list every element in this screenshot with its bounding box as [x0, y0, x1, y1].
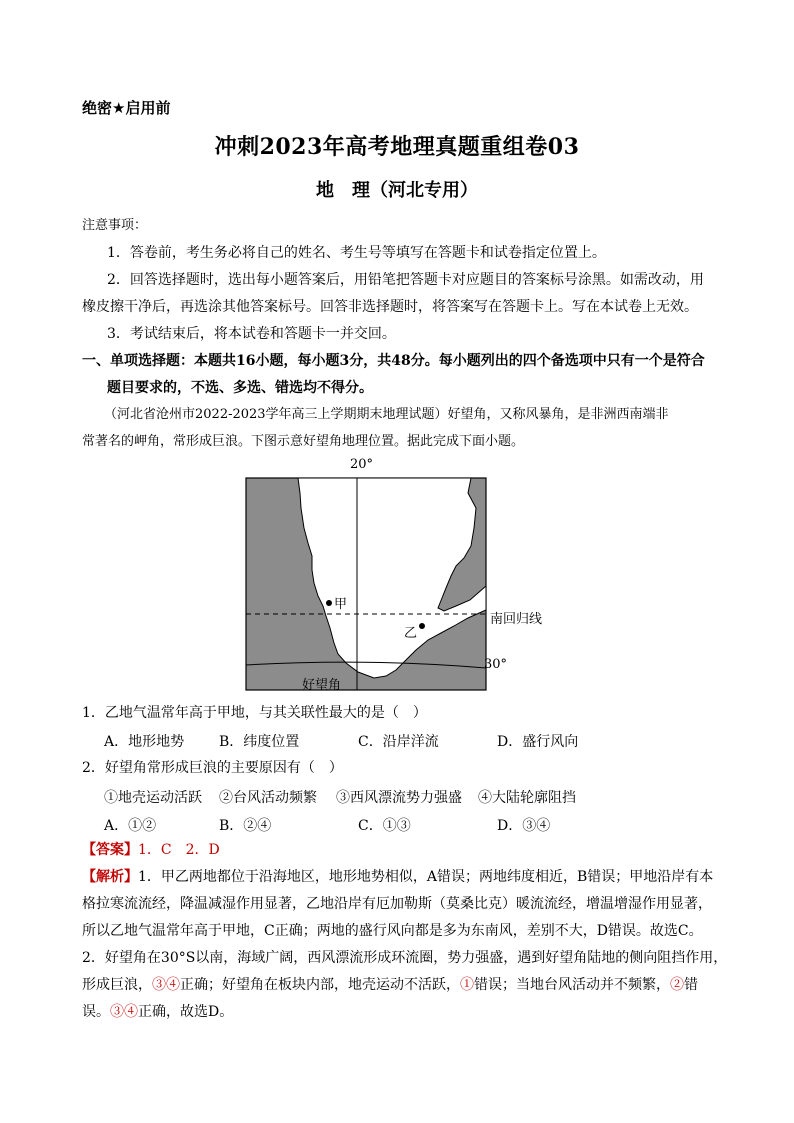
analysis-seg: 正确，故选D。 — [138, 1004, 234, 1020]
paper-subtitle: 地 理（河北专用） — [316, 180, 478, 201]
q2-option-b[interactable]: B．②④ — [219, 818, 272, 834]
analysis-line-3: 所以乙地气温常年高于甲地，C正确；两地的盛行风向都是多为东南风，差别不大，D错误。故选C。 — [82, 923, 703, 939]
answer-label: 【答案】 — [82, 842, 138, 858]
notes-item-2-cont: 橡皮擦干净后，再选涂其他答案标号。回答非选择题时，将答案写在答题卡上。写在本试卷上无效。 — [82, 299, 698, 315]
parallel-30-label: 30° — [484, 657, 508, 672]
point-jia-label: 甲 — [334, 597, 348, 612]
analysis-seg: 错误；当地台风活动并不频繁， — [474, 977, 670, 993]
q2-option-c[interactable]: C．①③ — [358, 818, 411, 834]
analysis-red-2: ① — [460, 977, 474, 993]
meridian-label: 20° — [350, 457, 374, 472]
answer-line — [82, 841, 220, 859]
cape-map — [246, 458, 546, 693]
q2-item-4: ④大陆轮廓阻挡 — [478, 790, 576, 806]
point-jia-marker — [326, 600, 332, 606]
point-yi-label: 乙 — [404, 626, 418, 641]
secret-label: 绝密★启用前 — [82, 99, 171, 117]
analysis-line-1 — [82, 868, 713, 886]
analysis-seg: 误。 — [82, 1004, 110, 1020]
section-heading: 一、单项选择题：本题共16小题，每小题3分，共48分。每小题列出的四个备选项中只有一个是符合 — [82, 353, 705, 369]
notes-item-2: 2．回答选择题时，选出每小题答案后，用铅笔把答题卡对应题目的答案标号涂黑。如需改动，用 — [107, 272, 704, 288]
analysis-seg: 形成巨浪， — [82, 977, 152, 993]
material-text-cont: 常著名的岬角，常形成巨浪。下图示意好望角地理位置。据此完成下面小题。 — [82, 434, 525, 449]
q2-item-2: ②台风活动频繁 — [219, 790, 317, 806]
notes-heading: 注意事项： — [82, 218, 148, 233]
q2-option-d[interactable]: D．③④ — [497, 818, 551, 834]
analysis-line-6 — [82, 1003, 233, 1021]
notes-item-1: 1．答卷前，考生务必将自己的姓名、考生号等填写在答题卡和试卷指定位置上。 — [107, 245, 606, 261]
cape-label: 好望角 — [302, 678, 342, 693]
q1-option-a[interactable]: A．地形地势 — [104, 734, 185, 750]
analysis-red-4: ③④ — [110, 1004, 138, 1020]
analysis-line-5 — [82, 976, 698, 994]
q1-option-c[interactable]: C．沿岸洋流 — [358, 734, 439, 750]
q1-option-b[interactable]: B．纬度位置 — [219, 734, 300, 750]
q2-item-3: ③西风漂流势力强盛 — [336, 790, 462, 806]
notes-item-3: 3．考试结束后，将本试卷和答题卡一并交回。 — [107, 326, 396, 342]
analysis-text-1: 1．甲乙两地都位于沿海地区，地形地势相似，A错误；两地纬度相近，B错误；甲地沿岸有本 — [138, 869, 714, 885]
analysis-seg: 错 — [684, 977, 698, 993]
analysis-line-4: 2．好望角在30°S以南，海域广阔，西风漂流形成环流圈，势力强盛，遇到好望角陆地的侧向阻挡作用， — [82, 950, 728, 966]
section-heading-cont: 题目要求的，不选、多选、错选均不得分。 — [107, 380, 373, 396]
paper-title: 冲刺2023年高考地理真题重组卷03 — [214, 134, 580, 160]
q1-stem: 1．乙地气温常年高于甲地，与其关联性最大的是（ ） — [82, 705, 427, 721]
tropic-label: 南回归线 — [490, 612, 543, 627]
point-yi-marker — [419, 623, 425, 629]
q2-option-a[interactable]: A．①② — [104, 818, 157, 834]
q1-option-d[interactable]: D．盛行风向 — [497, 734, 579, 750]
q2-stem: 2．好望角常形成巨浪的主要原因有（ ） — [82, 760, 343, 776]
q2-item-1: ①地壳运动活跃 — [104, 790, 202, 806]
analysis-red-1: ③④ — [152, 977, 180, 993]
answer-text: 1．C 2．D — [138, 842, 220, 858]
analysis-label: 【解析】 — [82, 869, 138, 885]
material-text: （河北省沧州市2022-2023学年高三上学期期末地理试题）好望角，又称风暴角，是非洲西南端非 — [104, 407, 669, 422]
analysis-red-3: ② — [670, 977, 684, 993]
analysis-line-2: 格拉寒流流经，降温减湿作用显著，乙地沿岸有厄加勒斯（莫桑比克）暖流流经，增温增湿作用显著， — [82, 896, 712, 912]
analysis-seg: 正确；好望角在板块内部，地壳运动不活跃， — [180, 977, 460, 993]
